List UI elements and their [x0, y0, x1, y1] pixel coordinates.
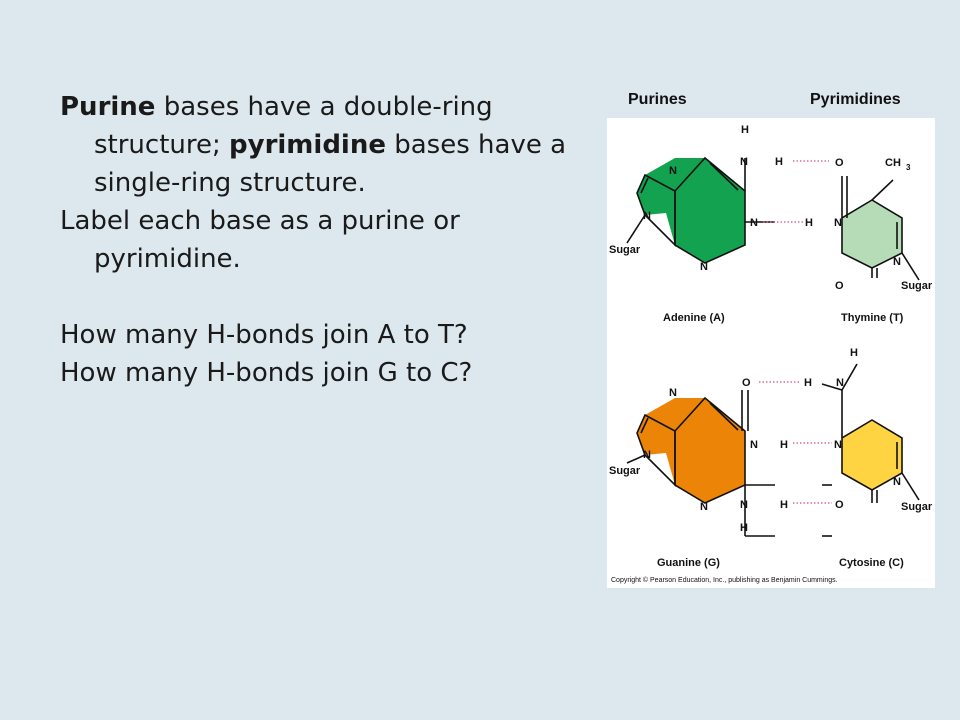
guanine-o6: O	[742, 377, 751, 389]
slide-text	[60, 88, 600, 392]
guanine-h2b: H	[740, 522, 748, 534]
thymine-label: Thymine (T)	[841, 312, 904, 324]
guanine-molecule	[627, 390, 775, 536]
base-pair-figure	[607, 118, 935, 588]
base-pair-diagram	[607, 118, 935, 588]
cytosine-o2: O	[835, 499, 844, 511]
cytosine-h4: H	[804, 377, 812, 389]
pyrimidines-heading: Pyrimidines	[810, 91, 901, 108]
adenine-sugar: Sugar	[609, 244, 641, 256]
cytosine-label: Cytosine (C)	[839, 557, 904, 569]
thymine-h3: H	[805, 217, 813, 229]
question-gc-bonds: How many H-bonds join G to C?	[60, 358, 473, 388]
guanine-n9: N	[643, 449, 651, 461]
cytosine-h4b: H	[850, 347, 858, 359]
cytosine-sugar: Sugar	[901, 501, 933, 513]
thymine-o4: O	[835, 157, 844, 169]
purine-term: Purine	[60, 92, 156, 122]
question-at-bonds: How many H-bonds join A to T?	[60, 320, 468, 350]
hydrogen-bonds	[759, 161, 832, 503]
cytosine-n1: N	[893, 476, 901, 488]
thymine-molecule	[842, 176, 919, 280]
thymine-ch3: CH	[885, 157, 901, 169]
guanine-n2: N	[740, 499, 748, 511]
thymine-sugar: Sugar	[901, 280, 933, 292]
guanine-h2: H	[780, 499, 788, 511]
adenine-n3: N	[700, 261, 708, 273]
guanine-n1: N	[750, 439, 758, 451]
copyright-notice: Copyright © Pearson Education, Inc., publishing as Benjamin Cummings.	[611, 577, 838, 584]
thymine-n3: N	[834, 217, 842, 229]
adenine-n7: N	[669, 165, 677, 177]
purine-definition: Purine bases have a double-ring structure; pyrimidine bases have a single-ring structure.	[60, 92, 567, 198]
guanine-sugar: Sugar	[609, 465, 641, 477]
purines-heading: Purines	[628, 91, 687, 108]
guanine-h1: H	[780, 439, 788, 451]
cytosine-n4: N	[836, 377, 844, 389]
guanine-n3: N	[700, 501, 708, 513]
guanine-label: Guanine (G)	[657, 557, 720, 569]
adenine-n1: N	[750, 217, 758, 229]
thymine-n1: N	[893, 256, 901, 268]
pyrimidine-term: pyrimidine	[229, 130, 386, 160]
adenine-label: Adenine (A)	[663, 312, 725, 324]
cytosine-n3: N	[834, 439, 842, 451]
thymine-o2: O	[835, 280, 844, 292]
adenine-n9: N	[643, 210, 651, 222]
adenine-amine-n: N	[740, 156, 748, 168]
guanine-n7: N	[669, 387, 677, 399]
label-instruction: Label each base as a purine or pyrimidine.	[60, 206, 460, 274]
adenine-amine-h: H	[741, 124, 749, 136]
adenine-amine-h2: H	[775, 156, 783, 168]
thymine-ch3-sub: 3	[906, 163, 911, 172]
